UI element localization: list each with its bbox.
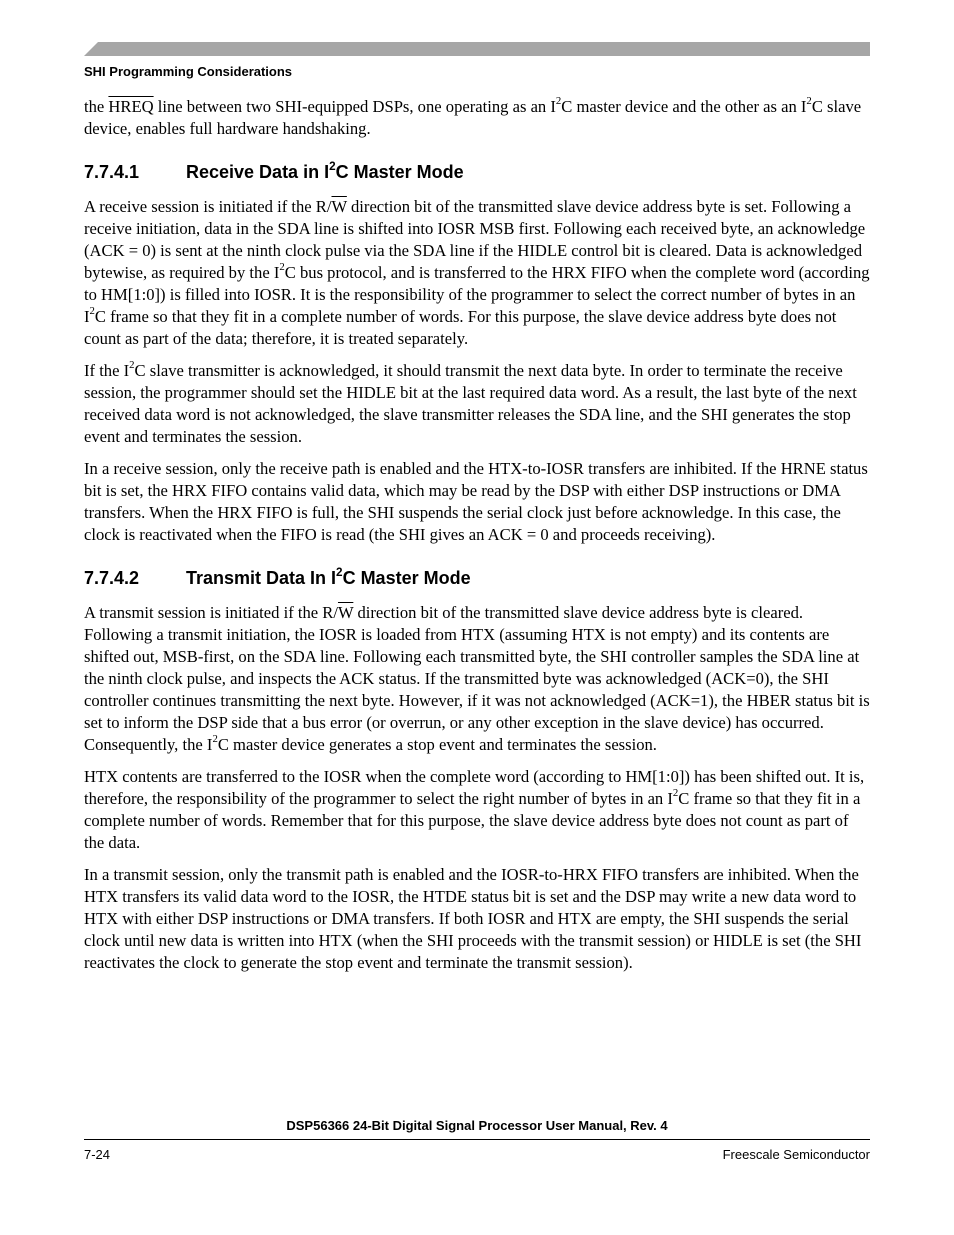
section-heading-receive: 7.7.4.1 Receive Data in $I^2C$ Master Mode bbox=[84, 159, 464, 182]
receive-paragraph-3: In a receive session, only the receive path is enabled and the HTX-to-IOSR transfers are inhibited. If the HRNE status bit is set, the HRX FIFO contains valid data, which may be read by the DSP with either DSP instructions or DMA transfers. When the HRX FIFO is full, the SHI suspends the serial clock just before acknowledge. In this case, the clock is reactivated when the FIFO is read (the SHI gives an ACK = 0 and proceeds receiving). bbox=[84, 459, 868, 544]
transmit-paragraph-2: HTX contents are transferred to the IOSR when the complete word (according to HM[1:0]) has been shifted out. It is, therefore, the responsibility of the programmer to select the right number of bytes in an $I^2C$ frame so that they fit in a complete number of words. Remember that for this purpose, the slave device address byte does not count as part of the data. bbox=[84, 767, 865, 852]
running-head: SHI Programming Considerations bbox=[84, 64, 293, 79]
hreq-signal: HREQ bbox=[108, 97, 154, 116]
footer-title: DSP56366 24-Bit Digital Signal Processor User Manual, Rev. 4 bbox=[286, 1118, 668, 1133]
receive-paragraph-2: If the $I^2C$ slave transmitter is acknowledged, it should transmit the next data byte. In order to terminate the receive session, the programmer should set the HIDLE bit at the last required data word. As a result, the last byte of the next received data word is not acknowledged, the slave transmitter releases the SDA line, and the SHI generates the stop event and terminates the session. bbox=[84, 359, 857, 446]
receive-paragraph-1: A receive session is initiated if the $R/\overline{W}$ direction bit of the transmitted slave device address byte is set. Following a receive initiation, data in the SDA line is shifted into IOSR MSB first. Following each received byte, an acknowledge (ACK = 0) is sent at the ninth clock pulse via the SDA line if the HIDLE control bit is cleared. Data is acknowledged bytewise, as required by the $I^2C$ bus protocol, and is transferred to the HRX FIFO when the complete word (according to HM[1:0]) is filled into IOSR. It is the responsibility of the programmer to select the correct number of bytes in an $I^2C$ frame so that they fit in a complete number of words. For this purpose, the slave device address byte does not count as part of the data; therefore, it is treated separately. bbox=[84, 197, 870, 348]
company-name: Freescale Semiconductor bbox=[722, 1147, 870, 1162]
transmit-paragraph-3: In a transmit session, only the transmit path is enabled and the IOSR-to-HRX FIFO transfers are inhibited. When the HTX transfers its valid data word to the IOSR, the HTDE status bit is set and the DSP may write a new data word to HTX with either DSP instructions or DMA transfers. If both IOSR and HTX are empty, the SHI suspends the serial clock until new data is written into HTX (when the SHI proceeds with the transmit session) or HIDLE is set (the SHI reactivates the clock to generate the stop event and terminate the transmit session). bbox=[84, 865, 862, 972]
transmit-paragraph-1: A transmit session is initiated if the $R/\overline{W}$ direction bit of the transmitted slave device address byte is cleared. Following a transmit initiation, the IOSR is loaded from HTX (assuming HTX is not empty) and its contents are shifted out, MSB-first, on the SDA line. Following each transmitted byte, the SHI controller samples the SDA line at the ninth clock pulse, and inspects the ACK status. If the transmitted byte was acknowledged (ACK=0), the SHI controller continues transmitting the next byte. However, if it was not acknowledged (ACK=1), the HBER status bit is set to inform the DSP side that a bus error (or overrun, or any other exception in the slave device) has occurred. Consequently, the $I^2C$ master device generates a stop event and terminates the session. bbox=[84, 603, 870, 754]
header-banner bbox=[84, 42, 870, 56]
page-content bbox=[84, 96, 870, 984]
page-number: 7-24 bbox=[84, 1147, 111, 1162]
intro-paragraph: the HREQ line between two SHI-equipped DSPs, one operating as an $I^2C$ master device and the other as an $I^2C$ slave device, enables full hardware handshaking. bbox=[84, 95, 862, 138]
section-heading-transmit: 7.7.4.2 Transmit Data In $I^2C$ Master Mode bbox=[84, 565, 471, 588]
footer-divider bbox=[84, 1139, 870, 1140]
